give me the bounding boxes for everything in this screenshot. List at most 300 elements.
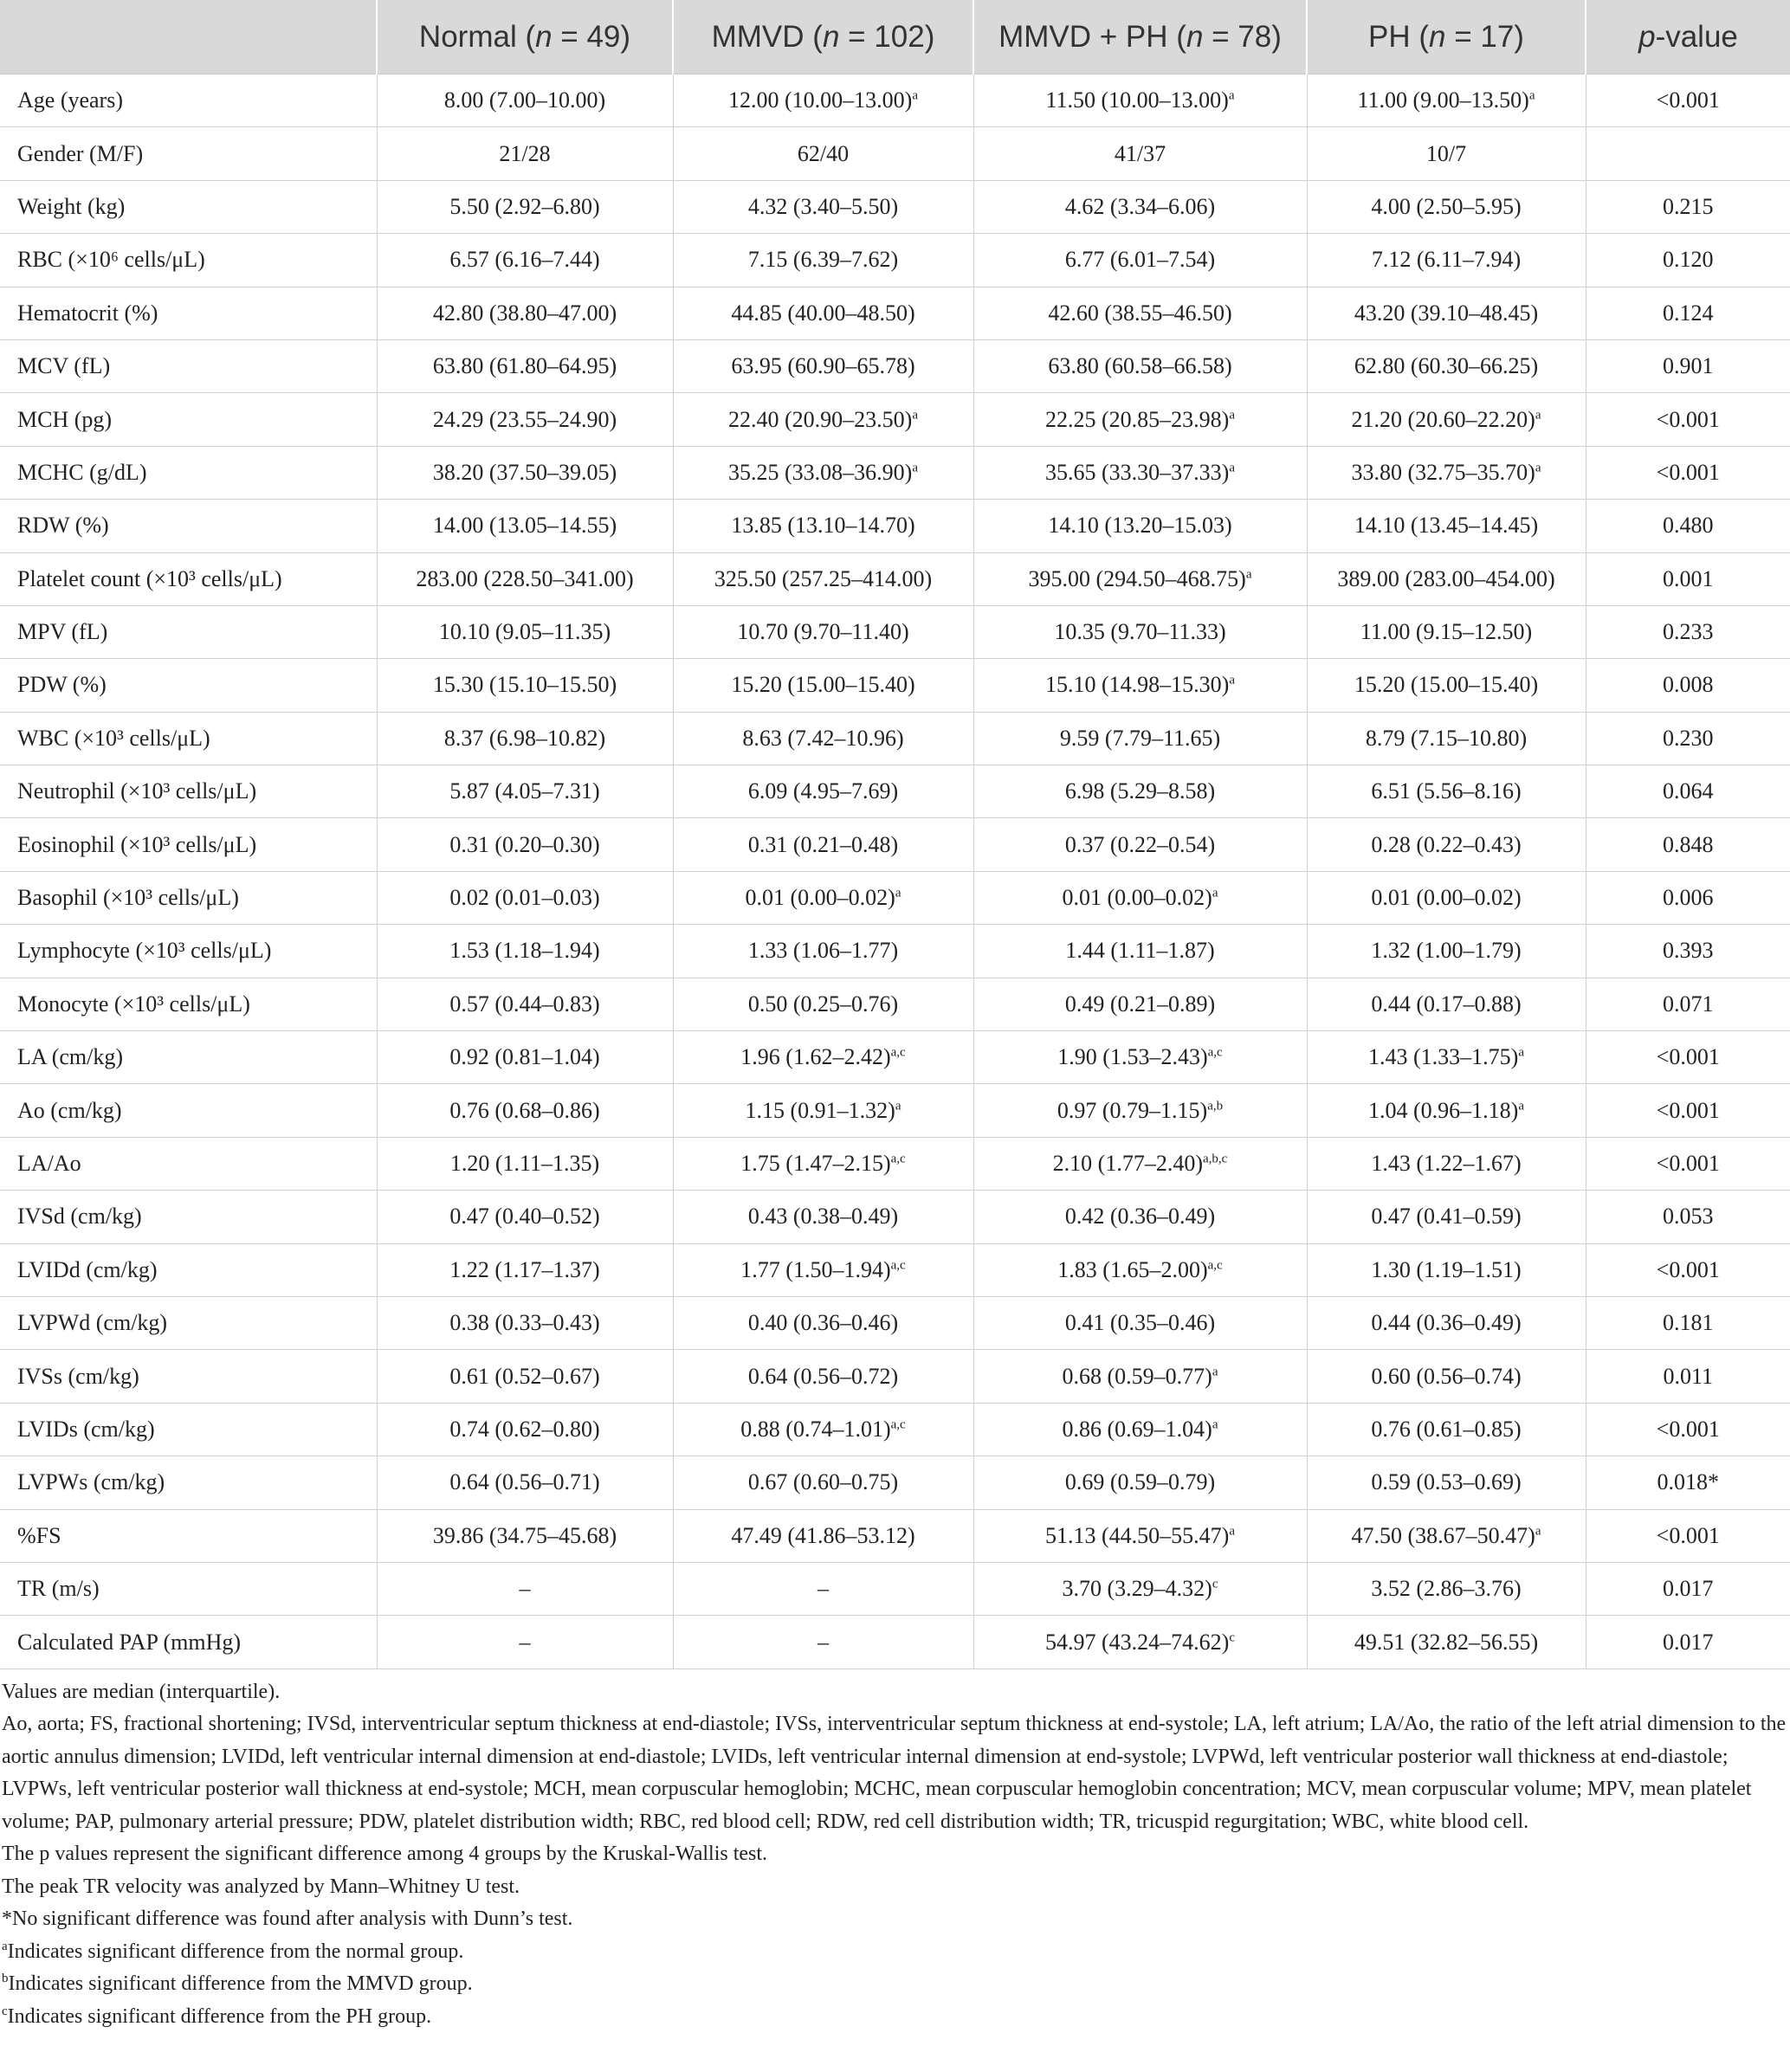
table-cell: [673, 127, 973, 180]
cell-value: 0.181: [1663, 1310, 1714, 1336]
header-p-value: [1586, 0, 1790, 74]
row-label: LA/Ao: [0, 1137, 377, 1190]
table-cell: [973, 605, 1307, 658]
table-cell: [973, 500, 1307, 552]
cell-value: –: [817, 1629, 829, 1655]
cell-value: 15.10 (14.98–15.30): [1045, 672, 1230, 698]
cell-value: 1.44 (1.11–1.87): [1065, 938, 1215, 964]
row-label: Weight (kg): [0, 180, 377, 233]
table-cell: [1307, 339, 1586, 392]
cell-value: 6.09 (4.95–7.69): [747, 778, 899, 804]
header-text: Normal (: [418, 19, 536, 54]
table-row: [0, 180, 1790, 233]
cell-superscript: a,c: [1207, 1045, 1223, 1060]
cell-value: 0.74 (0.62–0.80): [449, 1416, 600, 1442]
cell-value: 325.50 (257.25–414.00): [714, 565, 933, 591]
cell-value: 21/28: [499, 140, 551, 166]
cell-value: 15.20 (15.00–15.40): [731, 672, 915, 698]
cell-value: –: [519, 1576, 531, 1602]
footnote-text: *No significant difference was found after analysis with Dunn’s test.: [2, 1907, 573, 1931]
table-cell: [377, 1456, 673, 1509]
cell-value: 8.79 (7.15–10.80): [1365, 725, 1528, 751]
table-cell: [1586, 339, 1790, 392]
cell-superscript: a: [1212, 1364, 1218, 1378]
table-cell: [973, 393, 1307, 446]
cell-value: <0.001: [1656, 87, 1720, 113]
table-cell: [1307, 1137, 1586, 1190]
table-cell: [1586, 1031, 1790, 1084]
cell-value: 35.25 (33.08–36.90): [728, 459, 913, 485]
cell-value: 10.70 (9.70–11.40): [737, 619, 909, 645]
table-row: [0, 287, 1790, 339]
row-label: TR (m/s): [0, 1562, 377, 1615]
table-cell: [673, 552, 973, 605]
table-cell: [1586, 978, 1790, 1030]
cell-superscript: a: [895, 1098, 901, 1113]
table-cell: [1307, 500, 1586, 552]
header-italic: p: [1638, 19, 1656, 54]
table-cell: [377, 978, 673, 1030]
cell-value: <0.001: [1656, 1044, 1720, 1070]
cell-value: 0.67 (0.60–0.75): [747, 1469, 899, 1495]
row-label: MCV (fL): [0, 339, 377, 392]
table-cell: [1307, 127, 1586, 180]
cell-superscript: a,c: [1207, 1258, 1223, 1273]
header-tail: -value: [1655, 19, 1738, 54]
row-label: Age (years): [0, 74, 377, 127]
cell-value: 10.10 (9.05–11.35): [438, 619, 611, 645]
table-cell: [673, 925, 973, 978]
table-cell: [377, 659, 673, 712]
table-row: [0, 659, 1790, 712]
footnote-text: Indicates significant difference from the normal group.: [7, 1940, 464, 1963]
table-row: [0, 818, 1790, 871]
cell-value: 1.30 (1.19–1.51): [1371, 1256, 1522, 1282]
cell-value: <0.001: [1656, 406, 1720, 432]
header-ph: [1307, 0, 1586, 74]
footnote: [2, 1708, 1790, 1838]
table-row: [0, 339, 1790, 392]
cell-value: 41/37: [1114, 140, 1166, 166]
cell-value: 44.85 (40.00–48.50): [731, 300, 915, 326]
header-tail: = 17): [1445, 19, 1524, 54]
cell-value: 0.92 (0.81–1.04): [449, 1044, 600, 1070]
table-cell: [377, 393, 673, 446]
cell-value: 1.83 (1.65–2.00): [1057, 1256, 1208, 1282]
table-cell: [1586, 765, 1790, 818]
footnote-text: Values are median (interquartile).: [2, 1680, 281, 1703]
row-label: WBC (×10³ cells/μL): [0, 712, 377, 765]
table-cell: [377, 871, 673, 924]
cell-value: 0.120: [1663, 247, 1714, 273]
table-row: [0, 127, 1790, 180]
table-cell: [377, 1562, 673, 1615]
table-cell: [1586, 1616, 1790, 1669]
table-row: [0, 1562, 1790, 1615]
table-row: [0, 1350, 1790, 1403]
cell-value: 0.053: [1663, 1204, 1714, 1230]
cell-value: 0.393: [1663, 938, 1714, 964]
cell-value: 0.57 (0.44–0.83): [449, 991, 600, 1017]
header-text: PH (: [1368, 19, 1430, 54]
cell-superscript: a: [1229, 461, 1235, 475]
header-tail: = 78): [1203, 19, 1282, 54]
table-cell: [973, 978, 1307, 1030]
row-label: MCHC (g/dL): [0, 446, 377, 499]
table-cell: [973, 552, 1307, 605]
cell-value: 0.01 (0.00–0.02): [1371, 885, 1522, 911]
cell-value: 10/7: [1425, 140, 1467, 166]
cell-value: 0.01 (0.00–0.02): [1062, 885, 1212, 911]
cell-value: 0.064: [1663, 778, 1714, 804]
cell-value: 22.25 (20.85–23.98): [1045, 406, 1230, 432]
table-cell: [973, 339, 1307, 392]
cell-value: 1.43 (1.22–1.67): [1371, 1151, 1522, 1176]
table-cell: [973, 1243, 1307, 1296]
cell-value: 2.10 (1.77–2.40): [1052, 1151, 1203, 1176]
table-row: [0, 1509, 1790, 1562]
cell-value: 54.97 (43.24–74.62): [1045, 1629, 1230, 1655]
table-cell: [1586, 1137, 1790, 1190]
cell-superscript: a: [912, 407, 918, 422]
cell-value: 62/40: [797, 140, 850, 166]
header-mmvd: [673, 0, 973, 74]
cell-value: 0.68 (0.59–0.77): [1062, 1363, 1212, 1389]
cell-value: 0.50 (0.25–0.76): [747, 991, 899, 1017]
table-cell: [1307, 234, 1586, 287]
cell-value: 0.071: [1663, 991, 1714, 1017]
cell-value: 0.42 (0.36–0.49): [1064, 1204, 1216, 1230]
table-cell: [1586, 393, 1790, 446]
cell-value: <0.001: [1656, 1416, 1720, 1442]
table-cell: [673, 659, 973, 712]
cell-value: 1.53 (1.18–1.94): [449, 938, 600, 964]
cell-superscript: c: [1212, 1577, 1218, 1591]
table-cell: [377, 127, 673, 180]
cell-value: <0.001: [1656, 459, 1720, 485]
table-cell: [673, 1562, 973, 1615]
cell-value: 0.40 (0.36–0.46): [747, 1310, 899, 1336]
table-cell: [1307, 1509, 1586, 1562]
table-cell: [1307, 712, 1586, 765]
row-label: LVPWd (cm/kg): [0, 1296, 377, 1349]
header-italic: n: [1186, 19, 1204, 54]
table-row: [0, 1296, 1790, 1349]
cell-value: 0.44 (0.17–0.88): [1371, 991, 1522, 1017]
table-cell: [377, 1350, 673, 1403]
table-cell: [377, 234, 673, 287]
cell-value: 0.018*: [1657, 1469, 1719, 1495]
cell-value: 6.77 (6.01–7.54): [1064, 247, 1216, 273]
cell-value: 3.70 (3.29–4.32): [1062, 1576, 1212, 1602]
table-cell: [1307, 1084, 1586, 1137]
cell-value: 21.20 (20.60–22.20): [1351, 406, 1535, 432]
cell-value: 0.47 (0.41–0.59): [1371, 1204, 1522, 1230]
table-cell: [673, 1616, 973, 1669]
cell-value: 1.04 (0.96–1.18): [1368, 1097, 1519, 1123]
cell-value: 0.88 (0.74–1.01): [740, 1416, 891, 1442]
cell-superscript: a: [1212, 1417, 1218, 1432]
cell-value: 35.65 (33.30–37.33): [1045, 459, 1230, 485]
cell-value: 1.43 (1.33–1.75): [1368, 1044, 1519, 1070]
header-text: MMVD (: [711, 19, 823, 54]
cell-value: <0.001: [1656, 1151, 1720, 1176]
row-label: LA (cm/kg): [0, 1031, 377, 1084]
cell-value: 0.86 (0.69–1.04): [1062, 1416, 1212, 1442]
cell-value: 1.77 (1.50–1.94): [740, 1256, 891, 1282]
cell-value: 283.00 (228.50–341.00): [416, 565, 634, 591]
cell-value: 6.98 (5.29–8.58): [1064, 778, 1216, 804]
table-cell: [673, 1137, 973, 1190]
cell-value: 0.28 (0.22–0.43): [1371, 831, 1522, 857]
cell-value: 0.230: [1663, 725, 1714, 751]
cell-value: 4.00 (2.50–5.95): [1371, 193, 1522, 219]
table-cell: [377, 287, 673, 339]
header-row: [0, 0, 1790, 74]
header-italic: n: [822, 19, 840, 54]
cell-superscript: a: [1212, 886, 1218, 900]
table-cell: [1307, 659, 1586, 712]
table-cell: [973, 712, 1307, 765]
cell-value: 0.60 (0.56–0.74): [1371, 1363, 1522, 1389]
table-cell: [673, 74, 973, 127]
table-row: [0, 500, 1790, 552]
cell-value: 47.49 (41.86–53.12): [731, 1522, 915, 1548]
table-cell: [1586, 1084, 1790, 1137]
footnote: [2, 1936, 1790, 1969]
cell-value: 15.20 (15.00–15.40): [1354, 672, 1539, 698]
table-cell: [973, 1456, 1307, 1509]
cell-value: 12.00 (10.00–13.00): [728, 87, 913, 113]
table-cell: [377, 1403, 673, 1456]
cell-value: 42.60 (38.55–46.50): [1048, 300, 1232, 326]
table-cell: [973, 1403, 1307, 1456]
cell-superscript: a,c: [890, 1258, 906, 1273]
table-row: [0, 1243, 1790, 1296]
table-row: [0, 925, 1790, 978]
table-cell: [1586, 1191, 1790, 1243]
cell-value: 0.76 (0.61–0.85): [1371, 1416, 1522, 1442]
table-cell: [1307, 605, 1586, 658]
cell-value: 0.124: [1663, 300, 1714, 326]
table-cell: [673, 1403, 973, 1456]
table-cell: [673, 1296, 973, 1349]
table-cell: [1307, 978, 1586, 1030]
table-cell: [973, 234, 1307, 287]
cell-superscript: a,c: [890, 1045, 906, 1060]
table-cell: [1586, 712, 1790, 765]
cell-value: <0.001: [1656, 1256, 1720, 1282]
table-cell: [1307, 871, 1586, 924]
cell-value: 0.69 (0.59–0.79): [1064, 1469, 1216, 1495]
table-cell: [1586, 500, 1790, 552]
cell-value: <0.001: [1656, 1522, 1720, 1548]
table-cell: [1307, 1456, 1586, 1509]
table-cell: [973, 287, 1307, 339]
table-row: [0, 1084, 1790, 1137]
row-label: Platelet count (×10³ cells/μL): [0, 552, 377, 605]
table-row: [0, 393, 1790, 446]
table-cell: [1307, 287, 1586, 339]
cell-superscript: a: [1245, 567, 1252, 582]
cell-value: 11.00 (9.00–13.50): [1357, 87, 1529, 113]
table-cell: [1307, 74, 1586, 127]
table-cell: [377, 1616, 673, 1669]
table-cell: [673, 1191, 973, 1243]
cell-superscript: a: [895, 886, 901, 900]
row-label: Neutrophil (×10³ cells/μL): [0, 765, 377, 818]
table-cell: [673, 339, 973, 392]
table-cell: [377, 605, 673, 658]
table-cell: [1586, 605, 1790, 658]
table-cell: [973, 871, 1307, 924]
cell-value: 389.00 (283.00–454.00): [1337, 565, 1555, 591]
cell-value: 1.22 (1.17–1.37): [449, 1256, 600, 1282]
cell-superscript: a: [1535, 1524, 1541, 1539]
header-normal: [377, 0, 673, 74]
table-cell: [1586, 659, 1790, 712]
table-cell: [1586, 127, 1790, 180]
cell-value: 14.00 (13.05–14.55): [432, 513, 617, 539]
cell-value: 0.97 (0.79–1.15): [1057, 1097, 1208, 1123]
table-cell: [673, 765, 973, 818]
table-cell: [1586, 234, 1790, 287]
footnote-marker: b: [2, 1972, 9, 1986]
table-cell: [377, 500, 673, 552]
row-label: PDW (%): [0, 659, 377, 712]
table-cell: [377, 1137, 673, 1190]
cell-superscript: c: [1229, 1630, 1235, 1644]
table-cell: [673, 1243, 973, 1296]
table-cell: [1307, 1243, 1586, 1296]
row-label: RDW (%): [0, 500, 377, 552]
header-italic: n: [535, 19, 553, 54]
row-label: LVPWs (cm/kg): [0, 1456, 377, 1509]
cell-value: 0.848: [1663, 831, 1714, 857]
table-row: [0, 978, 1790, 1030]
cell-value: 1.15 (0.91–1.32): [745, 1097, 895, 1123]
cell-value: 8.37 (6.98–10.82): [443, 725, 606, 751]
row-label: Lymphocyte (×10³ cells/μL): [0, 925, 377, 978]
footnote-marker: a: [2, 1939, 8, 1953]
cell-value: 0.38 (0.33–0.43): [449, 1310, 600, 1336]
cell-superscript: a: [912, 88, 918, 103]
row-label: Hematocrit (%): [0, 287, 377, 339]
cell-value: 0.017: [1663, 1629, 1714, 1655]
table-cell: [973, 180, 1307, 233]
table-cell: [1307, 1562, 1586, 1615]
row-label: Calculated PAP (mmHg): [0, 1616, 377, 1669]
cell-superscript: a: [1528, 88, 1535, 103]
row-label: MPV (fL): [0, 605, 377, 658]
table-cell: [973, 925, 1307, 978]
table-cell: [1586, 74, 1790, 127]
table-cell: [1586, 1296, 1790, 1349]
table-cell: [1586, 287, 1790, 339]
table-cell: [1307, 1191, 1586, 1243]
table-cell: [1307, 393, 1586, 446]
table-cell: [673, 1031, 973, 1084]
footnote-text: The p values represent the significant difference among 4 groups by the Kruskal-Wallis test.: [2, 1843, 768, 1866]
table-cell: [673, 393, 973, 446]
cell-value: 8.63 (7.42–10.96): [742, 725, 904, 751]
table-cell: [377, 1191, 673, 1243]
footnote: [2, 1968, 1790, 2001]
table-row: [0, 712, 1790, 765]
table-cell: [673, 1509, 973, 1562]
cell-value: 0.008: [1663, 672, 1714, 698]
table-cell: [1307, 1031, 1586, 1084]
cell-value: 0.43 (0.38–0.49): [747, 1204, 899, 1230]
cell-superscript: a: [1518, 1098, 1524, 1113]
cell-value: –: [817, 1576, 829, 1602]
footnote-text: Ao, aorta; FS, fractional shortening; IVSd, interventricular septum thickness at end-diastole; IVSs, interventricular septum thickness at end-systole; LA, left atrium; LA/Ao, the ratio of the left atrial dimension to the aortic annulus dimension; LVIDd, left ventricular internal dimension at end-diastole; LVIDs, left ventricular internal dimension at end-systole; LVPWd, left ventricular posterior wall thickness at end-diastole; LVPWs, left ventricular posterior wall thickness at end-systole; MCH, mean corpuscular hemoglobin; MCHC, mean corpuscular hemoglobin concentration; MCV, mean corpuscular volume; MPV, mean platelet volume; PAP, pulmonary arterial pressure; PDW, platelet distribution width; RBC, red blood cell; RDW, red cell distribution width; TR, tricuspid regurgitation; WBC, white blood cell.: [2, 1713, 1787, 1833]
table-cell: [1586, 1456, 1790, 1509]
table-cell: [973, 1031, 1307, 1084]
table-cell: [1307, 1296, 1586, 1349]
table-cell: [1307, 1350, 1586, 1403]
cell-value: 0.64 (0.56–0.71): [449, 1469, 600, 1495]
row-label: MCH (pg): [0, 393, 377, 446]
table-row: [0, 1137, 1790, 1190]
table-footnotes: [0, 1669, 1790, 2034]
table-cell: [377, 765, 673, 818]
cell-value: 0.017: [1663, 1576, 1714, 1602]
table-cell: [1307, 552, 1586, 605]
cell-value: 7.12 (6.11–7.94): [1371, 247, 1522, 273]
table-cell: [673, 712, 973, 765]
cell-value: 0.001: [1663, 565, 1714, 591]
table-cell: [1586, 1243, 1790, 1296]
table-cell: [1586, 1562, 1790, 1615]
header-tail: = 49): [552, 19, 631, 54]
table-row: [0, 871, 1790, 924]
cell-value: 14.10 (13.20–15.03): [1048, 513, 1232, 539]
table-cell: [673, 871, 973, 924]
table-cell: [1586, 552, 1790, 605]
cell-superscript: a,b: [1207, 1098, 1224, 1113]
cell-value: 5.87 (4.05–7.31): [449, 778, 600, 804]
cell-value: 4.32 (3.40–5.50): [747, 193, 899, 219]
cell-value: 3.52 (2.86–3.76): [1371, 1576, 1522, 1602]
table-cell: [973, 1296, 1307, 1349]
header-text: MMVD + PH (: [998, 19, 1186, 54]
table-cell: [973, 818, 1307, 871]
row-label: %FS: [0, 1509, 377, 1562]
table-cell: [1586, 1350, 1790, 1403]
row-label: LVIDd (cm/kg): [0, 1243, 377, 1296]
table-cell: [673, 605, 973, 658]
table-body: [0, 74, 1790, 1669]
table-row: [0, 552, 1790, 605]
table-cell: [377, 339, 673, 392]
table-cell: [1307, 765, 1586, 818]
cell-value: 5.50 (2.92–6.80): [449, 193, 600, 219]
row-label: IVSd (cm/kg): [0, 1191, 377, 1243]
cell-value: 8.00 (7.00–10.00): [443, 87, 606, 113]
cell-value: <0.001: [1656, 1097, 1720, 1123]
cell-value: 9.59 (7.79–11.65): [1059, 725, 1221, 751]
cell-value: 38.20 (37.50–39.05): [432, 459, 617, 485]
row-label: Monocyte (×10³ cells/μL): [0, 978, 377, 1030]
cell-value: 1.33 (1.06–1.77): [747, 938, 899, 964]
row-label: Gender (M/F): [0, 127, 377, 180]
table-cell: [673, 818, 973, 871]
table-cell: [973, 1350, 1307, 1403]
table-cell: [377, 818, 673, 871]
footnote-text: Indicates significant difference from the MMVD group.: [8, 1972, 473, 1996]
cell-value: 42.80 (38.80–47.00): [432, 300, 617, 326]
